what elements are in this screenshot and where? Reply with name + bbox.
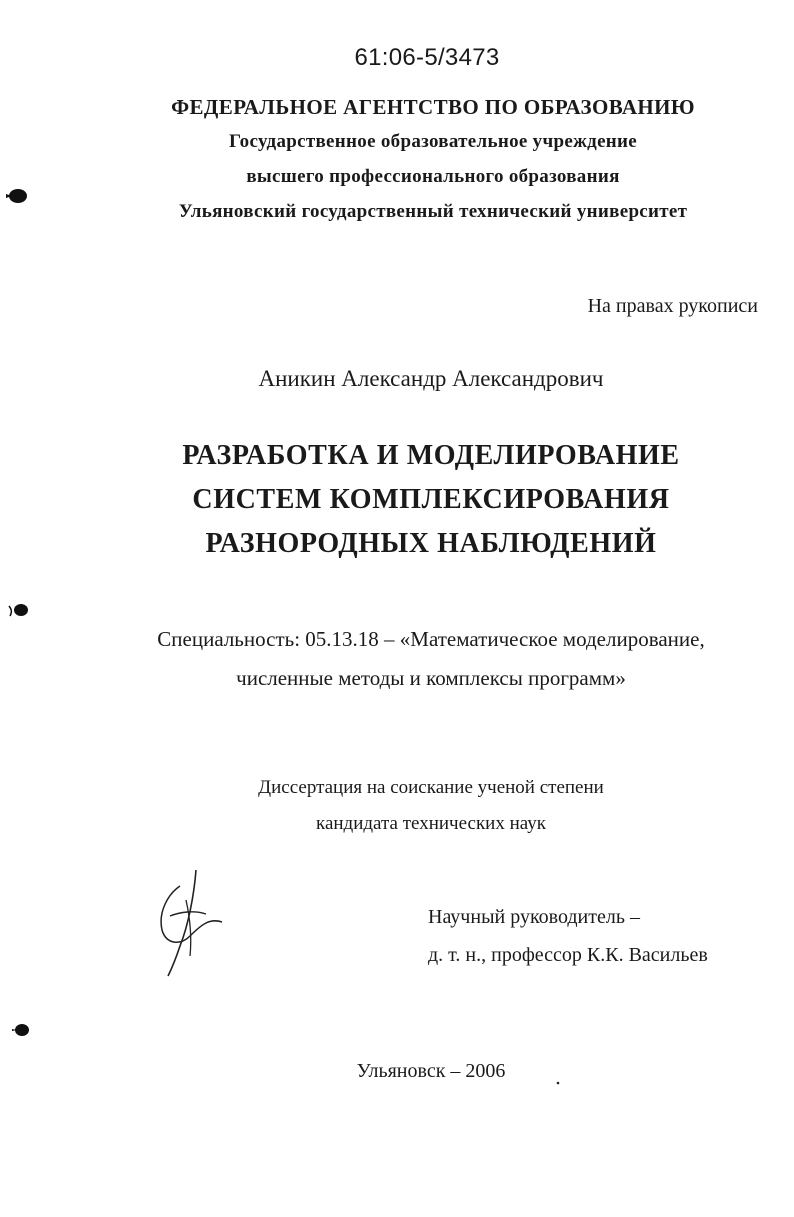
specialty-line-1: Специальность: 05.13.18 – «Математическое моделирование, [157, 627, 705, 651]
supervisor-name: д. т. н., профессор К.К. Васильев [428, 944, 708, 966]
title-line-3: РАЗНОРОДНЫХ НАБЛЮДЕНИЙ [205, 528, 657, 559]
supervisor-label: Научный руководитель – [428, 906, 640, 928]
institution-line-1: Государственное образовательное учреждение [228, 131, 638, 152]
author-name: Аникин Александр Александрович [258, 366, 604, 391]
document-code: 61:06-5/3473 [354, 44, 500, 71]
specialty-line-2: численные методы и комплексы программ» [236, 666, 626, 690]
institution-line-3: Ульяновский государственный технический университет [178, 201, 688, 222]
binder-hole-mark-2 [8, 600, 30, 620]
dissertation-line-2: кандидата технических наук [316, 813, 546, 834]
agency-name: ФЕДЕРАЛЬНОЕ АГЕНТСТВО ПО ОБРАЗОВАНИЮ [171, 95, 695, 119]
binder-hole-mark-1 [4, 186, 30, 206]
dissertation-line-1: Диссертация на соискание ученой степени [258, 777, 604, 798]
title-line-2: СИСТЕМ КОМПЛЕКСИРОВАНИЯ [192, 484, 670, 515]
institution-line-2: высшего профессионального образования [246, 166, 620, 187]
binder-hole-mark-3 [10, 1020, 32, 1040]
title-line-1: РАЗРАБОТКА И МОДЕЛИРОВАНИЕ [182, 440, 680, 471]
scan-speck [555, 1080, 561, 1086]
city-year: Ульяновск – 2006 [356, 1060, 506, 1082]
signature-mark [150, 866, 230, 981]
manuscript-rights-note: На правах рукописи [587, 295, 758, 317]
